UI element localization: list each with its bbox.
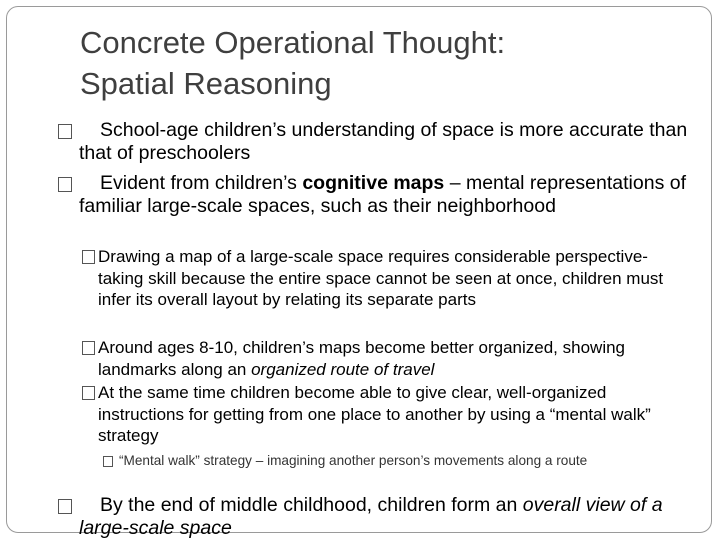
subbullet-text-pre: Around ages 8-10, children’s maps become better organized, showing landmarks along an — [98, 338, 625, 379]
square-bullet-icon — [58, 177, 72, 192]
bullet-text — [79, 172, 698, 218]
bullet-school-age — [58, 119, 698, 165]
square-bullet-icon — [58, 124, 72, 139]
subbullet-text-italic: organized route of travel — [251, 359, 435, 379]
square-bullet-icon — [82, 250, 95, 264]
subbullet-text: Drawing a map of a large-scale space requires considerable perspective-taking skill because the entire space cannot be seen at once, children must infer its overall layout by relating its separate parts — [98, 247, 664, 309]
slide-title — [80, 22, 680, 104]
square-bullet-icon — [103, 456, 113, 467]
subbullet-ages-8-10 — [82, 337, 682, 380]
bullet-text — [79, 494, 698, 540]
subbullet-drawing-map — [82, 246, 682, 311]
square-bullet-icon — [82, 386, 95, 400]
square-bullet-icon — [82, 341, 95, 355]
bullet-text-italic: overall view of a large-scale space — [79, 494, 663, 539]
bullet-text-bold: cognitive maps — [302, 172, 445, 194]
square-bullet-icon — [58, 499, 72, 514]
title-line-2: Spatial Reasoning — [80, 66, 332, 101]
bullet-overall-view — [58, 494, 698, 540]
bullet-text: School-age children’s understanding of space is more accurate than that of preschoolers — [79, 119, 688, 164]
bullet-text-pre: Evident from children’s — [100, 172, 303, 194]
subbullet-instructions — [82, 382, 682, 447]
bullet-text-pre: By the end of middle childhood, children form an — [100, 494, 523, 516]
bullet-text-post: – mental representations of familiar large-scale spaces, such as their neighborhood — [79, 172, 687, 217]
subbullet-text: At the same time children become able to give clear, well-organized instructions for getting from one place to another by using a “mental walk” strategy — [98, 383, 651, 445]
title-line-1: Concrete Operational Thought: — [80, 25, 506, 60]
subbullet-text — [98, 337, 682, 380]
subsubbullet-mental-walk — [103, 452, 673, 470]
subsubbullet-text: “Mental walk” strategy – imagining another person’s movements along a route — [119, 453, 588, 468]
bullet-cognitive-maps — [58, 172, 698, 218]
